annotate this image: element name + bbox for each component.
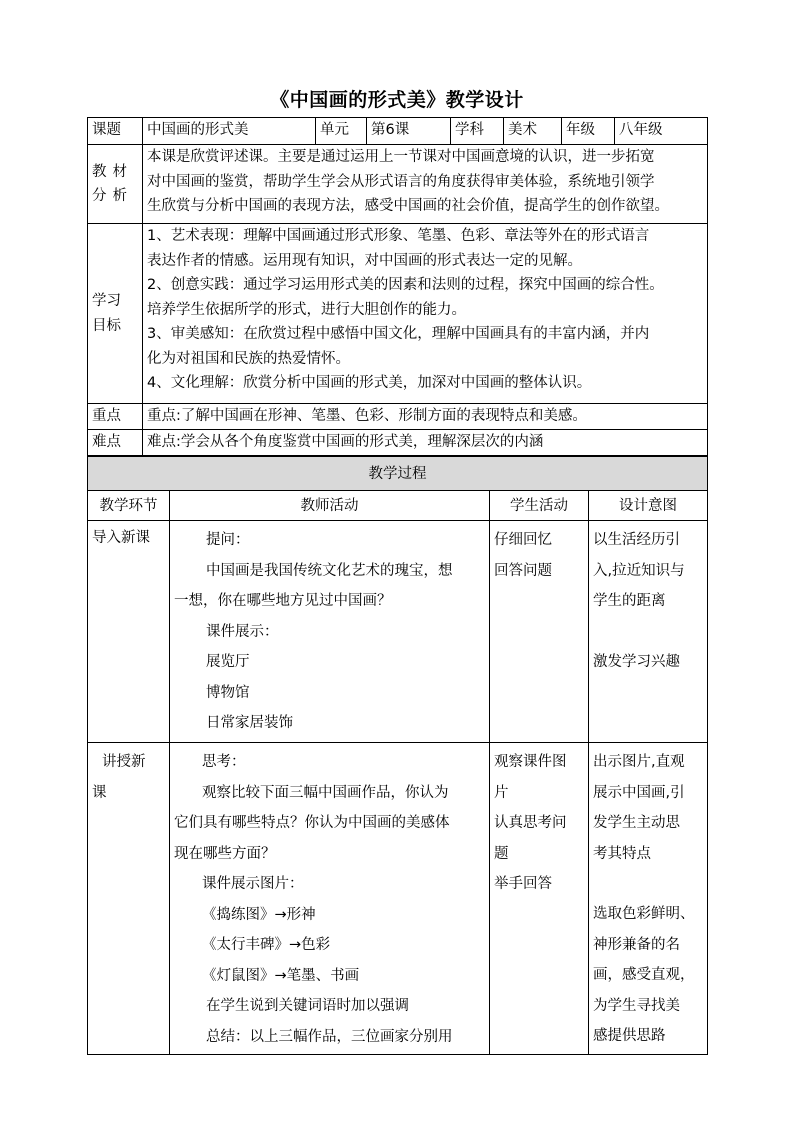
difficulty-text: 难点:学会从各个角度鉴赏中国画的形式美，理解深层次的内涵 <box>143 430 708 456</box>
spacer <box>593 869 703 899</box>
goals-text <box>143 224 708 404</box>
lecture-think-label: 思考： <box>202 754 246 770</box>
intro-stage: 导入新课 <box>88 521 170 743</box>
lecture-intent-line: 选取色彩鲜明、 <box>593 906 695 922</box>
lecture-stage-line: 讲授新 <box>102 754 146 770</box>
intro-row <box>88 521 708 743</box>
intro-intent-line: 入,拉近知识与 <box>593 562 685 579</box>
key-point-text: 重点:了解中国画在形神、笔墨、色彩、形制方面的表现特点和美感。 <box>143 404 708 430</box>
intro-student-line: 仔细回忆 <box>494 532 552 548</box>
lecture-student-line: 认真思考问 <box>494 815 567 831</box>
grade-label: 年级 <box>562 118 615 145</box>
goal-line: 表达作者的情感。运用现有知识，对中国画的形式表达一定的见解。 <box>147 252 582 269</box>
intro-student <box>490 521 589 743</box>
lecture-intent-line: 出示图片,直观 <box>593 754 685 770</box>
grade-value: 八年级 <box>615 118 708 145</box>
goals-row <box>88 224 708 404</box>
lecture-intent-line: 展示中国画,引 <box>593 784 685 801</box>
lecture-intent-line: 考其特点 <box>593 845 651 862</box>
lecture-student-line: 观察课件图 <box>494 754 567 770</box>
lecture-student-line: 题 <box>494 845 509 862</box>
spacer <box>593 617 703 647</box>
lecture-intent-line: 感提供思路 <box>593 1028 666 1044</box>
intro-question-line: 一想，你在哪些地方见过中国画？ <box>174 593 392 609</box>
lecture-intent <box>589 743 708 1055</box>
goals-label-line: 目标 <box>92 317 121 334</box>
goals-label <box>88 224 143 404</box>
intro-question-label: 提问： <box>206 532 250 548</box>
unit-label: 单元 <box>316 118 367 145</box>
lecture-student-line: 举手回答 <box>494 876 552 892</box>
lecture-show-label: 课件展示图片： <box>202 876 304 892</box>
lecture-work: 《太行丰碑》→色彩 <box>202 937 331 953</box>
intro-student-line: 回答问题 <box>494 562 552 579</box>
lecture-summary: 总结：以上三幅作品，三位画家分别用 <box>206 1028 453 1045</box>
col-stage: 教学环节 <box>88 491 170 521</box>
analysis-text <box>143 145 708 224</box>
lecture-student-line: 片 <box>494 784 509 801</box>
key-point-label: 重点 <box>88 404 143 430</box>
intro-show-label: 课件展示： <box>206 623 279 640</box>
intro-intent-line: 以生活经历引 <box>593 532 680 548</box>
lesson-info-table <box>87 117 708 456</box>
analysis-row <box>88 145 708 224</box>
goal-line: 4、文化理解：欣赏分析中国画的形式美，加深对中国画的整体认识。 <box>147 375 592 391</box>
goal-line: 1、艺术表现：理解中国画通过形式形象、笔墨、色彩、章法等外在的形式语言 <box>147 228 650 244</box>
col-student: 学生活动 <box>490 491 589 521</box>
analysis-label <box>88 145 143 224</box>
col-teacher: 教师活动 <box>170 491 490 521</box>
intro-teacher <box>170 521 490 743</box>
lecture-think-line: 现在哪些方面？ <box>174 845 276 862</box>
lecture-emphasis: 在学生说到关键词语时加以强调 <box>206 998 409 1014</box>
topic-value: 中国画的形式美 <box>143 118 316 145</box>
analysis-label-line: 分析 <box>92 188 133 204</box>
info-row <box>88 118 708 145</box>
goal-line: 3、审美感知：在欣赏过程中感悟中国文化，理解中国画具有的丰富内涵，并内 <box>147 326 650 342</box>
document-title: 《中国画的形式美》教学设计 <box>270 89 524 111</box>
analysis-line: 本课是欣赏评述课。主要是通过运用上一节课对中国画意境的认识，进一步拓宽 <box>147 149 655 165</box>
analysis-line: 对中国画的鉴赏，帮助学生学会从形式语言的角度获得审美体验，系统地引领学 <box>147 173 655 190</box>
analysis-line: 生欣赏与分析中国画的表现方法，感受中国画的社会价值，提高学生的创作欲望。 <box>147 198 669 214</box>
lecture-intent-line: 为学生寻找美 <box>593 997 680 1014</box>
intro-question-line: 中国画是我国传统文化艺术的瑰宝，想 <box>206 562 453 579</box>
process-header: 教学过程 <box>88 457 708 491</box>
lecture-work: 《捣练图》→形神 <box>202 906 316 923</box>
topic-label: 课题 <box>88 118 143 145</box>
process-header-row <box>88 457 708 491</box>
goal-line: 培养学生依据所学的形式，进行大胆创作的能力。 <box>147 301 466 318</box>
lecture-intent-line: 发学生主动思 <box>593 815 680 831</box>
goal-line: 2、创意实践：通过学习运用形式美的因素和法则的过程，探究中国画的综合性。 <box>147 277 664 293</box>
unit-value: 第6课 <box>367 118 451 145</box>
intro-intent-line: 激发学习兴趣 <box>593 653 680 670</box>
lecture-teacher <box>170 743 490 1055</box>
intro-show-item: 博物馆 <box>206 684 250 701</box>
lecture-work: 《灯鼠图》→笔墨、书画 <box>202 967 360 984</box>
lecture-intent-line: 神形兼备的名 <box>593 936 680 953</box>
lecture-stage-line: 课 <box>92 784 107 801</box>
subject-value: 美术 <box>504 118 562 145</box>
intro-show-item: 展览厅 <box>206 654 250 670</box>
lecture-stage <box>88 743 170 1055</box>
intro-intent-line: 学生的距离 <box>593 593 666 609</box>
intro-show-item: 日常家居装饰 <box>206 715 293 731</box>
lecture-row <box>88 743 708 1055</box>
key-point-row <box>88 404 708 430</box>
lecture-intent-line: 画，感受直观， <box>593 967 695 983</box>
lecture-think-line: 观察比较下面三幅中国画作品，你认为 <box>202 784 449 801</box>
goal-line: 化为对祖国和民族的热爱情怀。 <box>147 350 350 367</box>
difficulty-row <box>88 430 708 456</box>
goals-label-line: 学习 <box>92 293 121 309</box>
subject-label: 学科 <box>451 118 504 145</box>
lecture-think-line: 它们具有哪些特点？你认为中国画的美感体 <box>174 815 450 831</box>
intro-intent <box>589 521 708 743</box>
lecture-student <box>490 743 589 1055</box>
col-intent: 设计意图 <box>589 491 708 521</box>
difficulty-label: 难点 <box>88 430 143 456</box>
analysis-label-line: 教材 <box>92 163 133 180</box>
teaching-process-table <box>87 456 708 1055</box>
column-header-row <box>88 491 708 521</box>
